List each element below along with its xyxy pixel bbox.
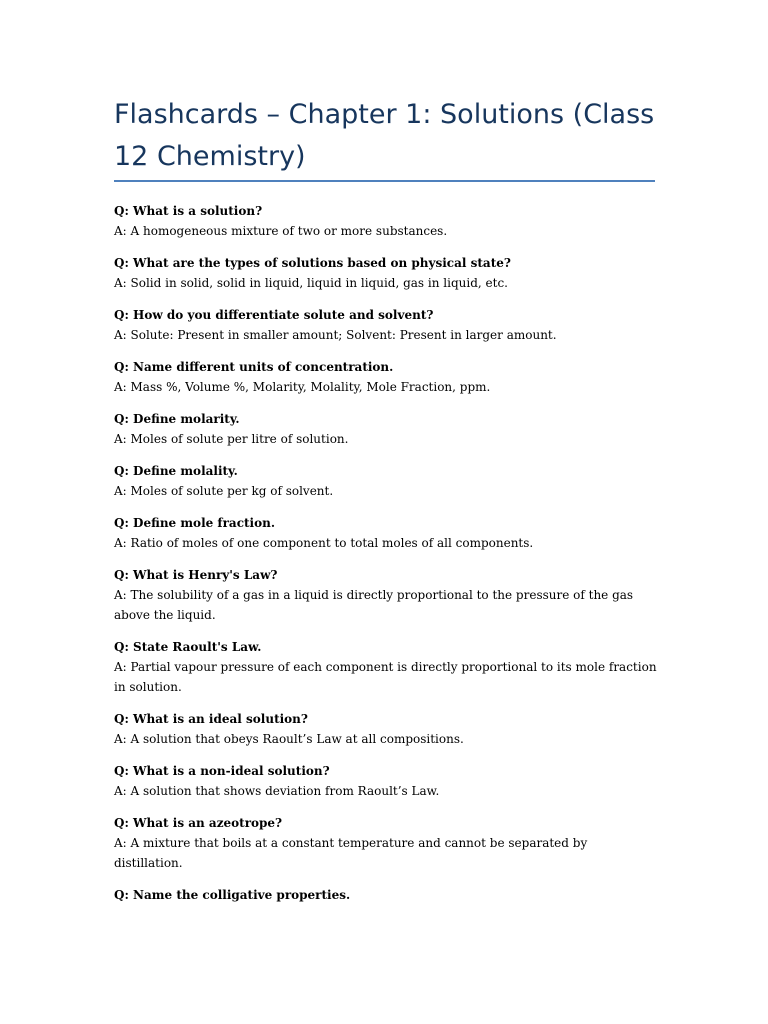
flashcard-question: Q: How do you differentiate solute and solvent? — [114, 308, 434, 322]
flashcard-answer: A: Mass %, Volume %, Molarity, Molality, Mole Fraction, ppm. — [114, 380, 491, 394]
flashcard — [114, 305, 659, 345]
flashcard — [114, 409, 659, 449]
flashcard — [114, 761, 659, 801]
flashcard — [114, 201, 659, 241]
page-title: Flashcards – Chapter 1: Solutions (Class 12 Chemistry) — [114, 99, 655, 172]
flashcard-answer: A: Solute: Present in smaller amount; Solvent: Present in larger amount. — [114, 328, 557, 342]
flashcard-question: Q: Define molarity. — [114, 412, 240, 426]
flashcard-answer: A: The solubility of a gas in a liquid is directly proportional to the pressure of the gas above the liquid. — [114, 588, 634, 622]
flashcard-answer: A: A solution that shows deviation from Raoult’s Law. — [114, 784, 440, 798]
flashcard-answer: A: A mixture that boils at a constant temperature and cannot be separated by distillation. — [114, 836, 588, 870]
flashcard — [114, 357, 659, 397]
flashcard-question: Q: State Raoult's Law. — [114, 640, 262, 654]
flashcard — [114, 885, 659, 905]
flashcard — [114, 253, 659, 293]
flashcard — [114, 461, 659, 501]
flashcard-question: Q: Name different units of concentration. — [114, 360, 394, 374]
flashcard — [114, 813, 659, 873]
flashcard-answer: A: A homogeneous mixture of two or more substances. — [114, 224, 448, 238]
flashcard-answer: A: Ratio of moles of one component to total moles of all components. — [114, 536, 534, 550]
flashcard — [114, 637, 659, 697]
flashcard-list — [114, 201, 659, 917]
flashcard-answer: A: Solid in solid, solid in liquid, liquid in liquid, gas in liquid, etc. — [114, 276, 508, 290]
flashcard — [114, 709, 659, 749]
flashcard-question: Q: What is a non-ideal solution? — [114, 764, 330, 778]
flashcard-question: Q: Define mole fraction. — [114, 516, 276, 530]
flashcard-question: Q: What is Henry's Law? — [114, 568, 278, 582]
flashcard-question: Q: What are the types of solutions based on physical state? — [114, 256, 511, 270]
title-divider — [114, 180, 655, 182]
flashcard-answer: A: A solution that obeys Raoult’s Law at all compositions. — [114, 732, 464, 746]
flashcard — [114, 565, 659, 625]
flashcard-question: Q: Define molality. — [114, 464, 238, 478]
flashcard-question: Q: What is an azeotrope? — [114, 816, 283, 830]
flashcard-answer: A: Moles of solute per litre of solution. — [114, 432, 349, 446]
flashcard — [114, 513, 659, 553]
flashcard-answer: A: Moles of solute per kg of solvent. — [114, 484, 334, 498]
flashcard-question: Q: Name the colligative properties. — [114, 888, 351, 902]
flashcard-question: Q: What is an ideal solution? — [114, 712, 308, 726]
flashcard-question: Q: What is a solution? — [114, 204, 263, 218]
flashcard-answer: A: Partial vapour pressure of each component is directly proportional to its mole fraction in solution. — [114, 660, 657, 694]
